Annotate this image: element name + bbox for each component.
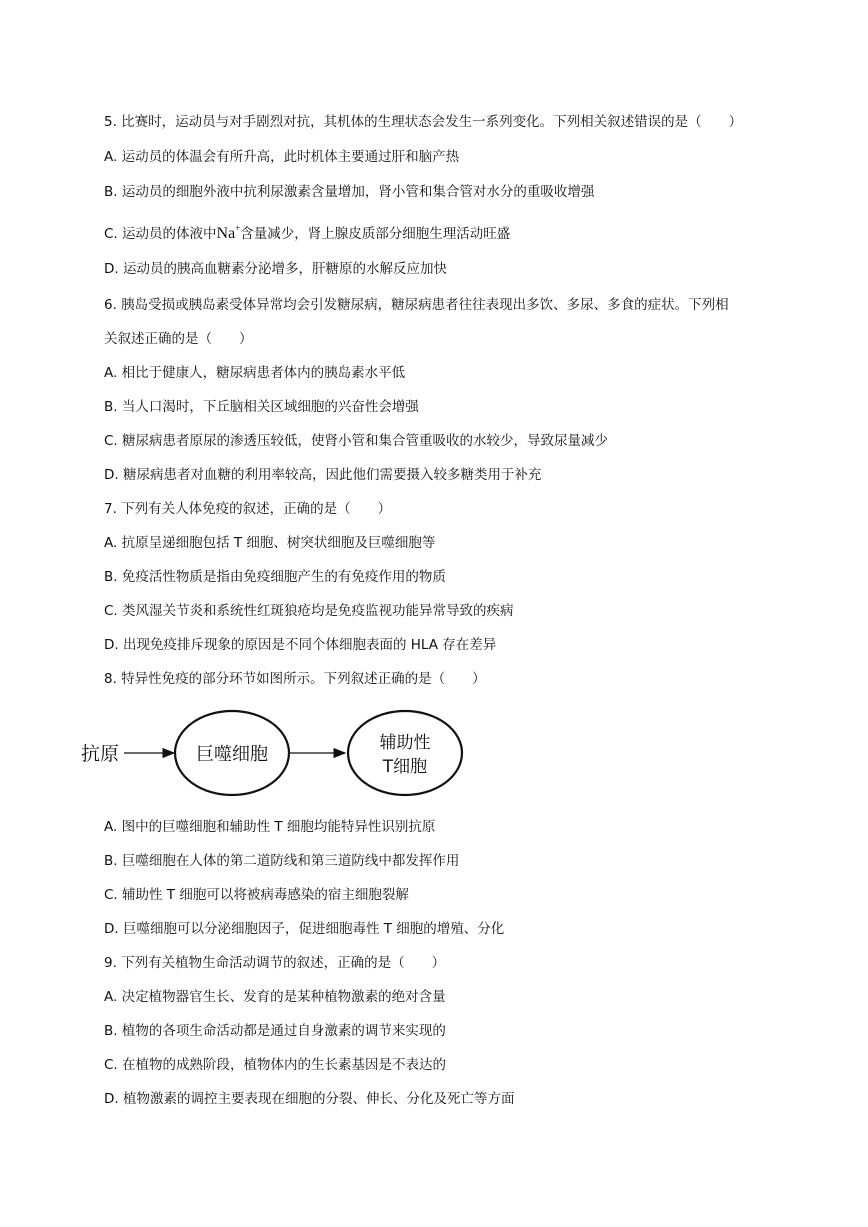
q5-option-b: B. 运动员的细胞外液中抗利尿激素含量增加，肾小管和集合管对水分的重吸收增强 bbox=[104, 184, 595, 200]
helper-t-label-line1: 辅助性 bbox=[379, 733, 431, 753]
q6-option-b: B. 当人口渴时，下丘脑相关区域细胞的兴奋性会增强 bbox=[104, 399, 419, 415]
q5-option-a: A. 运动员的体温会有所升高，此时机体主要通过肝和脑产热 bbox=[104, 149, 460, 165]
q8-option-b: B. 巨噬细胞在人体的第二道防线和第三道防线中都发挥作用 bbox=[104, 853, 460, 869]
q5-option-c-suffix: 含量减少，肾上腺皮质部分细胞生理活动旺盛 bbox=[240, 226, 511, 242]
q7-stem: 7. 下列有关人体免疫的叙述，正确的是（ ） bbox=[104, 501, 392, 517]
q8-option-d: D. 巨噬细胞可以分泌细胞因子，促进细胞毒性 T 细胞的增殖、分化 bbox=[104, 921, 505, 937]
q6-option-a: A. 相比于健康人，糖尿病患者体内的胰岛素水平低 bbox=[104, 365, 406, 381]
sodium-ion-symbol: Na bbox=[216, 225, 236, 242]
antigen-label: 抗原 bbox=[81, 743, 120, 765]
q6-option-d: D. 糖尿病患者对血糖的利用率较高，因此他们需要摄入较多糖类用于补充 bbox=[104, 467, 542, 483]
q6-stem-line1: 6. 胰岛受损或胰岛素受体异常均会引发糖尿病，糖尿病患者往往表现出多饮、多尿、多食的症状。下列相 bbox=[104, 297, 729, 313]
q9-option-a: A. 决定植物器官生长、发育的是某种植物激素的绝对含量 bbox=[104, 989, 446, 1005]
q9-stem: 9. 下列有关植物生命活动调节的叙述，正确的是（ ） bbox=[104, 955, 446, 971]
q5-stem: 5. 比赛时，运动员与对手剧烈对抗，其机体的生理状态会发生一系列变化。下列相关叙述错误的是（ ） bbox=[104, 114, 743, 130]
q6-stem-line2: 关叙述正确的是（ ） bbox=[104, 331, 253, 347]
q6-option-c: C. 糖尿病患者原尿的渗透压较低，使肾小管和集合管重吸收的水较少，导致尿量减少 bbox=[104, 433, 609, 449]
helper-t-cell-node bbox=[348, 711, 462, 795]
q5-option-d: D. 运动员的胰高血糖素分泌增多，肝糖原的水解反应加快 bbox=[104, 261, 447, 277]
q5-option-c-prefix: C. 运动员的体液中 bbox=[104, 226, 217, 242]
q5-option-c bbox=[104, 219, 804, 243]
q8-option-a: A. 图中的巨噬细胞和辅助性 T 细胞均能特异性识别抗原 bbox=[104, 819, 436, 835]
q7-option-b: B. 免疫活性物质是指由免疫细胞产生的有免疫作用的物质 bbox=[104, 569, 446, 585]
helper-t-label-line2: T细胞 bbox=[382, 757, 428, 777]
q8-option-c: C. 辅助性 T 细胞可以将被病毒感染的宿主细胞裂解 bbox=[104, 887, 409, 903]
q7-option-d: D. 出现免疫排斥现象的原因是不同个体细胞表面的 HLA 存在差异 bbox=[104, 637, 497, 653]
q7-option-a: A. 抗原呈递细胞包括 T 细胞、树突状细胞及巨噬细胞等 bbox=[104, 535, 436, 551]
q9-option-d: D. 植物激素的调控主要表现在细胞的分裂、伸长、分化及死亡等方面 bbox=[104, 1091, 515, 1107]
q9-option-c: C. 在植物的成熟阶段，植物体内的生长素基因是不表达的 bbox=[104, 1057, 447, 1073]
q7-option-c: C. 类风湿关节炎和系统性红斑狼疮均是免疫监视功能异常导致的疾病 bbox=[104, 603, 514, 619]
macrophage-label: 巨噬细胞 bbox=[196, 744, 268, 765]
immune-flow-diagram bbox=[70, 700, 470, 800]
q9-option-b: B. 植物的各项生命活动都是通过自身激素的调节来实现的 bbox=[104, 1023, 446, 1039]
q8-stem: 8. 特异性免疫的部分环节如图所示。下列叙述正确的是（ ） bbox=[104, 671, 486, 687]
ion-charge: + bbox=[235, 223, 241, 233]
